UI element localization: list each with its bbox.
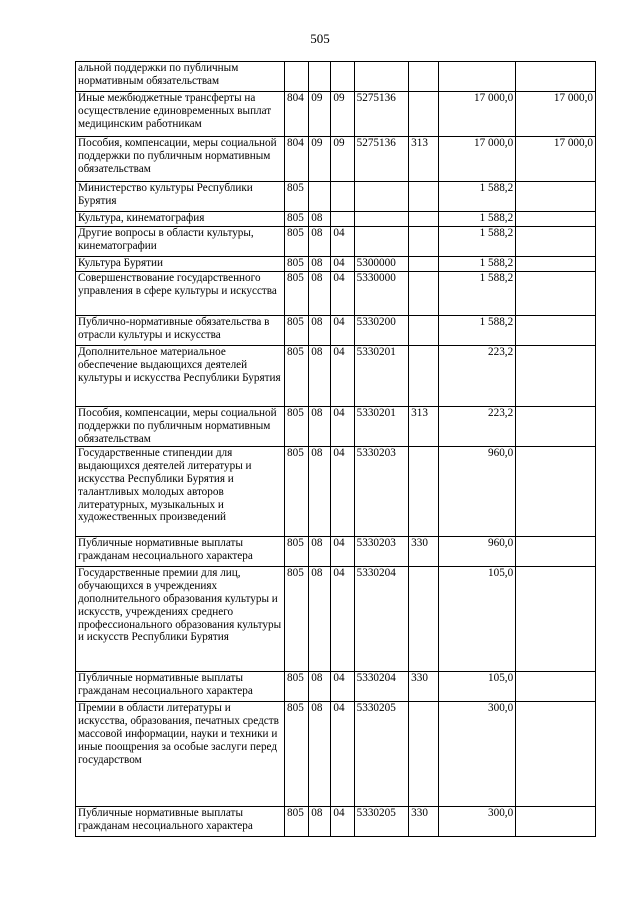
section-code: 08: [309, 672, 331, 702]
amount: 105,0: [439, 567, 516, 672]
target-code: [354, 182, 409, 212]
amount: 960,0: [439, 537, 516, 567]
amount: 17 000,0: [439, 92, 516, 137]
amount-secondary: [516, 807, 596, 837]
admin-code: 805: [285, 407, 309, 447]
amount: [439, 62, 516, 92]
expense-type-code: [409, 316, 439, 346]
row-name: Государственные премии для лиц, обучающихся в учреждениях дополнительного образования культуры и искусств, учреждениях среднего профессионального образования культуры и искусств Республики Бурятия: [76, 567, 285, 672]
admin-code: 805: [285, 227, 309, 257]
subsection-code: 04: [331, 257, 354, 272]
row-name: Пособия, компенсации, меры социальной поддержки по публичным нормативным обязательствам: [76, 137, 285, 182]
amount-secondary: [516, 182, 596, 212]
target-code: 5330203: [354, 447, 409, 537]
amount-secondary: [516, 212, 596, 227]
expense-type-code: [409, 702, 439, 807]
section-code: 08: [309, 567, 331, 672]
subsection-code: 04: [331, 407, 354, 447]
expense-type-code: 330: [409, 672, 439, 702]
amount: 17 000,0: [439, 137, 516, 182]
target-code: 5300000: [354, 257, 409, 272]
row-name: Культура Бурятии: [76, 257, 285, 272]
section-code: [309, 182, 331, 212]
admin-code: 805: [285, 702, 309, 807]
table-row: [76, 807, 596, 837]
subsection-code: 04: [331, 537, 354, 567]
amount-secondary: [516, 567, 596, 672]
row-name: Пособия, компенсации, меры социальной поддержки по публичным нормативным обязательствам: [76, 407, 285, 447]
row-name: Другие вопросы в области культуры, кинематографии: [76, 227, 285, 257]
section-code: 08: [309, 346, 331, 407]
subsection-code: 04: [331, 316, 354, 346]
target-code: [354, 212, 409, 227]
admin-code: 804: [285, 92, 309, 137]
expense-type-code: 330: [409, 807, 439, 837]
expense-type-code: 313: [409, 137, 439, 182]
table-row: [76, 92, 596, 137]
subsection-code: 04: [331, 346, 354, 407]
target-code: 5330200: [354, 316, 409, 346]
amount-secondary: [516, 316, 596, 346]
target-code: 5330205: [354, 702, 409, 807]
amount: 1 588,2: [439, 257, 516, 272]
amount: 1 588,2: [439, 182, 516, 212]
row-name: Премии в области литературы и искусства, образования, печатных средств массовой информации, науки и техники и иные поощрения за особые заслуги перед государством: [76, 702, 285, 807]
admin-code: 805: [285, 182, 309, 212]
amount: 960,0: [439, 447, 516, 537]
amount-secondary: 17 000,0: [516, 137, 596, 182]
row-name: Публично-нормативные обязательства в отрасли культуры и искусства: [76, 316, 285, 346]
admin-code: 805: [285, 346, 309, 407]
section-code: 08: [309, 702, 331, 807]
section-code: 08: [309, 257, 331, 272]
row-name: альной поддержки по публичным нормативным обязательствам: [76, 62, 285, 92]
admin-code: 805: [285, 672, 309, 702]
row-name: Иные межбюджетные трансферты на осуществление единовременных выплат медицинским работникам: [76, 92, 285, 137]
amount-secondary: [516, 537, 596, 567]
amount-secondary: [516, 447, 596, 537]
subsection-code: 04: [331, 702, 354, 807]
target-code: 5330204: [354, 672, 409, 702]
amount-secondary: [516, 672, 596, 702]
subsection-code: 04: [331, 447, 354, 537]
section-code: 08: [309, 447, 331, 537]
row-name: Государственные стипендии для выдающихся деятелей литературы и искусства Республики Бурятия и талантливых молодых авторов литературных, музыкальных и художественных произведений: [76, 447, 285, 537]
subsection-code: 04: [331, 567, 354, 672]
target-code: 5330205: [354, 807, 409, 837]
expense-type-code: [409, 567, 439, 672]
subsection-code: 09: [331, 92, 354, 137]
table-row: [76, 407, 596, 447]
table-row: [76, 316, 596, 346]
expense-type-code: 330: [409, 537, 439, 567]
amount: 1 588,2: [439, 212, 516, 227]
amount-secondary: [516, 257, 596, 272]
subsection-code: 09: [331, 137, 354, 182]
section-code: 08: [309, 407, 331, 447]
amount: 223,2: [439, 407, 516, 447]
admin-code: 805: [285, 807, 309, 837]
section-code: 08: [309, 807, 331, 837]
subsection-code: 04: [331, 807, 354, 837]
target-code: 5330204: [354, 567, 409, 672]
row-name: Совершенствование государственного управления в сфере культуры и искусства: [76, 272, 285, 316]
amount-secondary: [516, 702, 596, 807]
target-code: 5275136: [354, 92, 409, 137]
table-row: [76, 567, 596, 672]
budget-table: [75, 61, 596, 837]
admin-code: 805: [285, 257, 309, 272]
row-name: Публичные нормативные выплаты гражданам несоциального характера: [76, 672, 285, 702]
table-row: [76, 702, 596, 807]
section-code: 09: [309, 137, 331, 182]
section-code: 09: [309, 92, 331, 137]
admin-code: 805: [285, 447, 309, 537]
subsection-code: [331, 212, 354, 227]
section-code: 08: [309, 272, 331, 316]
expense-type-code: [409, 227, 439, 257]
amount-secondary: 17 000,0: [516, 92, 596, 137]
amount-secondary: [516, 346, 596, 407]
expense-type-code: [409, 62, 439, 92]
section-code: 08: [309, 212, 331, 227]
amount: 223,2: [439, 346, 516, 407]
section-code: 08: [309, 227, 331, 257]
admin-code: 805: [285, 316, 309, 346]
target-code: [354, 62, 409, 92]
expense-type-code: 313: [409, 407, 439, 447]
target-code: [354, 227, 409, 257]
row-name: Министерство культуры Республики Бурятия: [76, 182, 285, 212]
table-row: [76, 212, 596, 227]
admin-code: 805: [285, 272, 309, 316]
table-row: [76, 257, 596, 272]
table-row: [76, 346, 596, 407]
target-code: 5275136: [354, 137, 409, 182]
admin-code: [285, 62, 309, 92]
table-row: [76, 272, 596, 316]
amount-secondary: [516, 407, 596, 447]
section-code: [309, 62, 331, 92]
target-code: 5330201: [354, 346, 409, 407]
amount-secondary: [516, 62, 596, 92]
target-code: 5330000: [354, 272, 409, 316]
section-code: 08: [309, 537, 331, 567]
expense-type-code: [409, 92, 439, 137]
row-name: Дополнительное материальное обеспечение выдающихся деятелей культуры и искусства Республики Бурятия: [76, 346, 285, 407]
table-row: [76, 447, 596, 537]
admin-code: 805: [285, 537, 309, 567]
expense-type-code: [409, 257, 439, 272]
subsection-code: [331, 62, 354, 92]
admin-code: 805: [285, 212, 309, 227]
row-name: Публичные нормативные выплаты гражданам несоциального характера: [76, 537, 285, 567]
admin-code: 804: [285, 137, 309, 182]
row-name: Культура, кинематография: [76, 212, 285, 227]
subsection-code: 04: [331, 672, 354, 702]
amount-secondary: [516, 272, 596, 316]
row-name: Публичные нормативные выплаты гражданам несоциального характера: [76, 807, 285, 837]
table-row: [76, 537, 596, 567]
target-code: 5330201: [354, 407, 409, 447]
table-row: [76, 227, 596, 257]
subsection-code: [331, 182, 354, 212]
section-code: 08: [309, 316, 331, 346]
table-row: [76, 672, 596, 702]
amount: 1 588,2: [439, 227, 516, 257]
target-code: 5330203: [354, 537, 409, 567]
expense-type-code: [409, 447, 439, 537]
subsection-code: 04: [331, 227, 354, 257]
subsection-code: 04: [331, 272, 354, 316]
amount: 105,0: [439, 672, 516, 702]
amount: 1 588,2: [439, 272, 516, 316]
expense-type-code: [409, 212, 439, 227]
expense-type-code: [409, 182, 439, 212]
table-row: [76, 62, 596, 92]
page-number: 505: [310, 31, 330, 46]
amount-secondary: [516, 227, 596, 257]
amount: 1 588,2: [439, 316, 516, 346]
expense-type-code: [409, 272, 439, 316]
table-row: [76, 182, 596, 212]
table-row: [76, 137, 596, 182]
admin-code: 805: [285, 567, 309, 672]
expense-type-code: [409, 346, 439, 407]
amount: 300,0: [439, 807, 516, 837]
amount: 300,0: [439, 702, 516, 807]
